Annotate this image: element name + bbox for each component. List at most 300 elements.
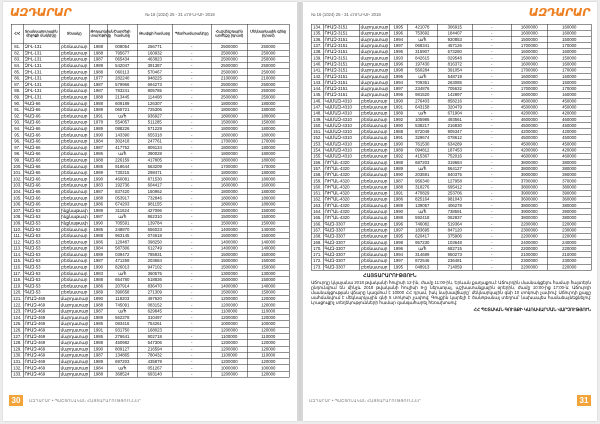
- book-value-cell: 3600000: [511, 196, 547, 202]
- engine-number-cell: 542047: [107, 63, 137, 69]
- start-price-cell: 150000: [247, 119, 289, 125]
- type-cell: բեռնատար: [361, 165, 388, 171]
- type-cell: բեռնատար: [61, 157, 88, 163]
- engine-number-cell: 620417: [407, 233, 437, 239]
- plate-cell: -: [172, 289, 211, 295]
- engine-number-cell: 562378: [107, 315, 137, 321]
- start-price-cell: 180000: [247, 195, 289, 201]
- start-price-cell: 180000: [247, 151, 289, 157]
- start-price-cell: 220000: [547, 233, 591, 239]
- row-number-cell: 87.: [11, 82, 23, 88]
- row-number-cell: 153.: [313, 141, 322, 147]
- chassis-number-cell: 570467: [137, 69, 172, 75]
- book-value-cell: 1600000: [511, 73, 547, 79]
- start-price-cell: 450000: [547, 104, 591, 110]
- chassis-number-cell: 253706: [437, 190, 472, 196]
- year-cell: 1987: [89, 189, 107, 195]
- book-value-cell: 1200000: [211, 327, 247, 333]
- year-cell: 1989: [89, 315, 107, 321]
- start-price-cell: 380000: [547, 215, 591, 221]
- model-cell: ԳԱԶ-53: [23, 283, 59, 289]
- type-cell: բեռնատար: [61, 113, 88, 119]
- year-cell: 1989: [89, 170, 107, 176]
- start-price-cell: 180000: [247, 132, 289, 138]
- start-price-cell: 110000: [247, 333, 289, 339]
- chassis-number-cell: 187453: [437, 147, 472, 153]
- engine-number-cell: 039472: [107, 252, 137, 258]
- year-cell: 1990: [89, 132, 107, 138]
- book-value-cell: 1800000: [211, 132, 247, 138]
- engine-number-cell: 643158: [407, 104, 437, 110]
- book-value-cell: 1500000: [211, 264, 247, 270]
- model-cell: ՈՒԱԶ-3151: [323, 80, 359, 86]
- model-cell: ԳԱԶ-66: [23, 195, 59, 201]
- vehicle-table-right: [311, 24, 592, 270]
- type-cell: բեռնատար: [61, 195, 88, 201]
- engine-number-cell: 872546: [407, 258, 437, 264]
- year-cell: 1994: [389, 37, 407, 43]
- plate-cell: -: [172, 157, 211, 163]
- engine-number-cell: 587306: [107, 245, 137, 251]
- model-cell: ԳԱԶ-3307: [323, 233, 359, 239]
- book-value-cell: 4500000: [511, 104, 547, 110]
- engine-number-cell: 674203: [107, 201, 137, 207]
- engine-number-cell: 697203: [107, 359, 137, 365]
- plate-cell: -: [172, 214, 211, 220]
- type-cell: բեռնատար: [361, 215, 388, 221]
- engine-number-cell: ա/հ: [107, 113, 137, 119]
- plate-cell: -: [472, 264, 511, 270]
- model-cell: ՈՒՐԱԼ-4320: [323, 209, 359, 215]
- start-price-cell: 250000: [247, 88, 289, 94]
- plate-cell: -: [472, 153, 511, 159]
- year-cell: 1990: [89, 176, 107, 182]
- year-cell: 1984: [89, 365, 107, 371]
- row-number-cell: 158.: [313, 172, 322, 178]
- type-cell: բեռնատար: [361, 110, 388, 116]
- type-cell: մարդատար: [360, 61, 389, 67]
- type-cell: բեռնատար: [61, 233, 88, 239]
- book-value-cell: 2500000: [211, 44, 247, 50]
- model-cell: ԶԻԼ-131: [23, 75, 59, 81]
- year-cell: 1989: [89, 252, 107, 258]
- book-value-cell: 3900000: [511, 190, 547, 196]
- book-value-cell: 1700000: [511, 67, 547, 73]
- model-cell: ԳԱԶ-66: [23, 132, 59, 138]
- row-number-cell: 107.: [13, 207, 22, 213]
- type-cell: մարդատար: [360, 49, 389, 55]
- chassis-number-cell: 947102: [137, 264, 172, 270]
- book-value-cell: 2200000: [511, 246, 547, 252]
- chassis-number-cell: 847120: [437, 227, 472, 233]
- book-value-cell: 1800000: [211, 157, 247, 163]
- start-price-cell: 150000: [247, 252, 289, 258]
- row-number-cell: 126.: [13, 327, 22, 333]
- row-number-cell: 149.: [313, 116, 322, 122]
- engine-number-cell: 143390: [107, 132, 137, 138]
- model-cell: ԶԻԼ-131: [23, 82, 59, 88]
- chassis-number-cell: 738591: [437, 209, 472, 215]
- model-cell: ՈՒՐԱԼ-4320: [323, 190, 359, 196]
- model-cell: ԳԱԶ-3307: [323, 252, 359, 258]
- plate-cell: -: [472, 92, 511, 98]
- type-cell: բեռնատար: [361, 135, 388, 141]
- row-number-cell: 123.: [13, 308, 22, 314]
- engine-number-cell: 981520: [407, 92, 437, 98]
- model-cell: ՈՒՐԱԼ-4320: [323, 196, 359, 202]
- plate-cell: -: [172, 252, 211, 258]
- plate-cell: -: [472, 30, 511, 36]
- type-cell: բեռնատար: [61, 182, 88, 188]
- book-value-cell: 1500000: [211, 119, 247, 125]
- plate-cell: -: [472, 80, 511, 86]
- start-price-cell: 370000: [547, 178, 591, 184]
- engine-number-cell: 783241: [107, 88, 137, 94]
- year-cell: 1997: [389, 86, 407, 92]
- plate-cell: -: [172, 277, 211, 283]
- start-price-cell: 100000: [247, 365, 289, 371]
- model-cell: ՈՒԱԶ-469: [23, 296, 59, 302]
- year-cell: 1989: [89, 289, 107, 295]
- type-cell: բեռնատար: [61, 56, 88, 62]
- type-cell: բեռնատար: [61, 88, 88, 94]
- chassis-number-cell: 511285: [137, 119, 172, 125]
- plate-cell: -: [172, 245, 211, 251]
- plate-cell: -: [172, 239, 211, 245]
- start-price-cell: 180000: [247, 176, 289, 182]
- start-price-cell: 150000: [247, 289, 289, 295]
- chassis-number-cell: 398250: [137, 239, 172, 245]
- start-price-cell: 170000: [547, 86, 591, 92]
- chassis-number-cell: 160932: [137, 50, 172, 56]
- start-price-cell: 220000: [547, 221, 591, 227]
- row-number-cell: 115.: [13, 258, 22, 264]
- book-value-cell: 4500000: [511, 123, 547, 129]
- type-cell: բեռնատար: [361, 196, 388, 202]
- engine-number-cell: ա/հ: [107, 365, 137, 371]
- model-cell: ՈՒՐԱԼ-4320: [323, 203, 359, 209]
- book-value-cell: 3800000: [511, 215, 547, 221]
- chassis-number-cell: 519364: [437, 221, 472, 227]
- type-cell: բեռնատար: [61, 151, 88, 157]
- model-cell: ԶԻԼ-131: [23, 63, 59, 69]
- row-number-cell: 168.: [313, 233, 322, 239]
- model-cell: ԳԱԶ-66: [23, 189, 59, 195]
- row-number-cell: 117.: [13, 270, 22, 276]
- chassis-number-cell: 298471: [137, 170, 172, 176]
- header-row-number: Հ/Հ: [11, 24, 23, 44]
- book-value-cell: 1800000: [211, 189, 247, 195]
- type-cell: բեռնատար: [361, 190, 388, 196]
- model-cell: ՈՒԱԶ-3151: [323, 73, 359, 79]
- book-value-cell: 4500000: [511, 135, 547, 141]
- year-cell: 1997: [389, 227, 407, 233]
- engine-number-cell: 872049: [407, 129, 437, 135]
- row-number-cell: 90.: [11, 100, 23, 106]
- model-cell: ԳԱԶ-66: [23, 126, 59, 132]
- year-cell: 1998: [389, 67, 407, 73]
- start-price-cell: 250000: [247, 82, 289, 88]
- book-value-cell: 1200000: [211, 346, 247, 352]
- chassis-number-cell: 114408: [137, 94, 172, 100]
- type-cell: մարդատար: [360, 79, 389, 85]
- chassis-number-cell: 126307: [137, 100, 172, 106]
- book-value-cell: 1200000: [211, 371, 247, 377]
- type-cell: մարդատար: [60, 333, 89, 339]
- type-cell: բեռնատար: [61, 81, 88, 87]
- plate-cell: -: [472, 55, 511, 61]
- plate-cell: -: [172, 189, 211, 195]
- engine-number-cell: 315907: [407, 49, 437, 55]
- engine-number-cell: ա/հ: [107, 308, 137, 314]
- chassis-number-cell: 127958: [437, 178, 472, 184]
- book-value-cell: 2500000: [211, 94, 247, 100]
- year-cell: 1988: [89, 340, 107, 346]
- book-value-cell: 2500000: [211, 69, 247, 75]
- row-number-cell: 127.: [13, 333, 22, 339]
- engine-number-cell: 276403: [407, 98, 437, 104]
- type-cell: բեռնատար: [361, 122, 388, 128]
- plate-cell: -: [172, 69, 211, 75]
- engine-number-cell: 314689: [407, 252, 437, 258]
- chassis-number-cell: 427096: [137, 207, 172, 213]
- start-price-cell: 250000: [247, 50, 289, 56]
- model-cell: ԿԱՄԱԶ-4310: [323, 104, 359, 110]
- start-price-cell: 140000: [247, 226, 289, 232]
- row-number-cell: 92.: [11, 113, 23, 119]
- header-start-price: Մեկնարկային գինը (դրամ): [247, 24, 289, 44]
- chassis-number-cell: 375906: [437, 233, 472, 239]
- plate-cell: -: [472, 221, 511, 227]
- engine-number-cell: 579966: [107, 82, 137, 88]
- start-price-cell: 150000: [247, 220, 289, 226]
- year-cell: 1988: [89, 195, 107, 201]
- model-cell: ԳԱԶ-66: [23, 176, 59, 182]
- book-value-cell: 1400000: [211, 239, 247, 245]
- start-price-cell: 180000: [247, 189, 289, 195]
- chassis-number-cell: 406278: [437, 203, 472, 209]
- engine-number-cell: 139057: [407, 203, 437, 209]
- book-value-cell: 2100000: [511, 252, 547, 258]
- type-cell: մարդատար: [60, 308, 89, 314]
- book-value-cell: 1700000: [511, 86, 547, 92]
- plate-cell: -: [172, 296, 211, 302]
- chassis-number-cell: 862310: [137, 214, 172, 220]
- type-cell: բեռնատար: [61, 264, 88, 270]
- book-value-cell: 2500000: [211, 82, 247, 88]
- year-cell: 1988: [389, 160, 407, 166]
- row-number-cell: 135.: [313, 30, 322, 36]
- row-number-cell: 163.: [313, 202, 322, 208]
- announcement-signature: ՀՀ ՊԵՏԱԿԱՆ ԳՈՒՅՔԻ ԿԱՌԱՎԱՐՄԱՆ ՎԱՐՉՈՒԹՅՈՒՆ: [473, 307, 591, 312]
- row-number-cell: 97.: [11, 145, 23, 151]
- header-engine-number: Շարժիչի համարը: [107, 24, 137, 44]
- type-cell: բեռնատար: [361, 98, 388, 104]
- engine-number-cell: ա/հ: [107, 214, 137, 220]
- plate-cell: -: [472, 203, 511, 209]
- start-price-cell: 120000: [247, 302, 289, 308]
- row-number-cell: 166.: [313, 221, 322, 227]
- start-price-cell: 250000: [247, 56, 289, 62]
- model-cell: ՈՒՐԱԼ-4320: [323, 215, 359, 221]
- engine-number-cell: 460081: [107, 176, 137, 182]
- year-cell: 1989: [389, 203, 407, 209]
- chassis-number-cell: 671904: [437, 110, 472, 116]
- start-price-cell: 380000: [547, 166, 591, 172]
- book-value-cell: 1500000: [211, 277, 247, 283]
- engine-number-cell: 329674: [407, 135, 437, 141]
- engine-number-cell: ա/հ: [407, 166, 437, 172]
- model-cell: ԿԱՄԱԶ-4310: [323, 116, 359, 122]
- model-cell: ԿԱՄԱԶ-4310: [323, 135, 359, 141]
- year-cell: 1978: [89, 119, 107, 125]
- row-number-cell: 125.: [13, 321, 22, 327]
- chassis-number-cell: 271309: [137, 289, 172, 295]
- year-cell: 1986: [89, 201, 107, 207]
- type-cell: բեռնատար: [61, 69, 88, 75]
- plate-cell: -: [472, 43, 511, 49]
- row-number-cell: 86.: [11, 75, 23, 81]
- book-value-cell: 4200000: [511, 110, 547, 116]
- book-value-cell: 1500000: [511, 37, 547, 43]
- chassis-number-cell: 184407: [437, 30, 472, 36]
- year-cell: 1987: [89, 56, 107, 62]
- row-number-cell: 132.: [13, 365, 22, 371]
- start-price-cell: 450000: [547, 141, 591, 147]
- type-cell: բեռնատար: [361, 172, 388, 178]
- year-cell: 1990: [89, 220, 107, 226]
- row-number-cell: 154.: [313, 147, 322, 153]
- engine-number-cell: 753692: [407, 30, 437, 36]
- start-price-cell: 230000: [547, 227, 591, 233]
- chassis-number-cell: 564127: [437, 166, 472, 172]
- engine-number-cell: 088226: [107, 126, 137, 132]
- plate-cell: -: [172, 315, 211, 321]
- plate-cell: -: [172, 352, 211, 358]
- chassis-number-cell: 655318: [137, 132, 172, 138]
- plate-cell: -: [172, 107, 211, 113]
- row-number-cell: 114.: [13, 251, 22, 257]
- start-price-cell: 150000: [247, 233, 289, 239]
- plate-cell: -: [472, 104, 511, 110]
- year-cell: 1996: [389, 61, 407, 67]
- plate-cell: -: [472, 37, 511, 43]
- row-number-cell: 146.: [313, 98, 322, 104]
- row-number-cell: 91.: [11, 107, 23, 113]
- start-price-cell: 460000: [547, 153, 591, 159]
- book-value-cell: 3800000: [511, 184, 547, 190]
- chassis-number-cell: 391387: [137, 63, 172, 69]
- start-price-cell: 250000: [247, 63, 289, 69]
- type-cell: մարդատար: [60, 371, 89, 377]
- start-price-cell: 110000: [247, 308, 289, 314]
- model-cell: ԳԱԶ-53: [23, 264, 59, 270]
- start-price-cell: 250000: [247, 44, 289, 50]
- table-row: [11, 371, 289, 377]
- book-value-cell: 1700000: [211, 138, 247, 144]
- engine-number-cell: 065721: [107, 107, 137, 113]
- book-value-cell: 1500000: [211, 233, 247, 239]
- engine-number-cell: 192736: [107, 182, 137, 188]
- chassis-number-cell: 074618: [137, 233, 172, 239]
- right-page: [303, 2, 597, 421]
- row-number-cell: 136.: [313, 36, 322, 42]
- header-plate: Պետհամարանիշը: [172, 24, 211, 44]
- row-number-cell: 120.: [13, 289, 22, 295]
- type-cell: բեռնատար: [361, 141, 388, 147]
- row-number-cell: 172.: [313, 258, 322, 264]
- type-cell: մարդատար: [60, 352, 89, 358]
- plate-cell: -: [472, 147, 511, 153]
- plate-cell: -: [172, 270, 211, 276]
- year-cell: 1992: [389, 153, 407, 159]
- model-cell: ՈՒԱԶ-469: [23, 359, 59, 365]
- type-cell: բեռնատար: [61, 170, 88, 176]
- chassis-number-cell: 902718: [137, 333, 172, 339]
- start-price-cell: 450000: [547, 123, 591, 129]
- model-cell: ՈՒԱԶ-3151: [323, 24, 359, 30]
- row-number-cell: 164.: [313, 209, 322, 215]
- start-price-cell: 180000: [247, 201, 289, 207]
- plate-cell: -: [172, 327, 211, 333]
- start-price-cell: 180000: [247, 107, 289, 113]
- plate-cell: -: [472, 160, 511, 166]
- chassis-number-cell: 319684: [437, 160, 472, 166]
- book-value-cell: 1600000: [511, 24, 547, 30]
- type-cell: բեռնատար: [361, 104, 388, 110]
- engine-number-cell: 560284: [407, 67, 437, 73]
- book-value-cell: 4500000: [511, 141, 547, 147]
- type-cell: բեռնատար: [61, 126, 88, 132]
- engine-number-cell: 654780: [107, 277, 137, 283]
- start-price-cell: 160000: [247, 182, 289, 188]
- year-cell: 1991: [389, 104, 407, 110]
- book-value-cell: 2200000: [511, 264, 547, 270]
- plate-cell: -: [172, 126, 211, 132]
- start-price-cell: 380000: [547, 203, 591, 209]
- plate-cell: -: [172, 258, 211, 264]
- start-price-cell: 160000: [547, 30, 591, 36]
- model-cell: ՈՒԱԶ-3151: [323, 37, 359, 43]
- engine-number-cell: ա/հ: [407, 37, 437, 43]
- row-number-cell: 110.: [13, 226, 22, 232]
- engine-number-cell: 065434: [107, 56, 137, 62]
- year-cell: 1998: [389, 239, 407, 245]
- book-value-cell: 3900000: [511, 172, 547, 178]
- chassis-number-cell: 981155: [137, 201, 172, 207]
- engine-number-cell: 795677: [107, 50, 137, 56]
- start-price-cell: 360000: [547, 196, 591, 202]
- page-number-right: 31: [577, 395, 591, 406]
- chassis-number-cell: 752016: [437, 153, 472, 159]
- year-cell: 1996: [389, 92, 407, 98]
- plate-cell: -: [172, 56, 211, 62]
- engine-number-cell: 609189: [107, 100, 137, 106]
- book-value-cell: 2200000: [511, 221, 547, 227]
- model-cell: ԳԱԶ-53: [23, 207, 59, 213]
- type-cell: բեռնատար: [361, 178, 388, 184]
- row-number-cell: 109.: [13, 220, 22, 226]
- model-cell: ԳԱԶ-3307: [323, 246, 359, 252]
- book-value-cell: 1800000: [211, 170, 247, 176]
- start-price-cell: 390000: [547, 190, 591, 196]
- type-cell: բեռնատար: [61, 119, 88, 125]
- chassis-number-cell: 548719: [437, 73, 472, 79]
- year-cell: 1986: [389, 196, 407, 202]
- model-cell: ՈՒԱԶ-469: [23, 340, 59, 346]
- start-price-cell: 380000: [547, 184, 591, 190]
- row-number-cell: 130.: [13, 352, 22, 358]
